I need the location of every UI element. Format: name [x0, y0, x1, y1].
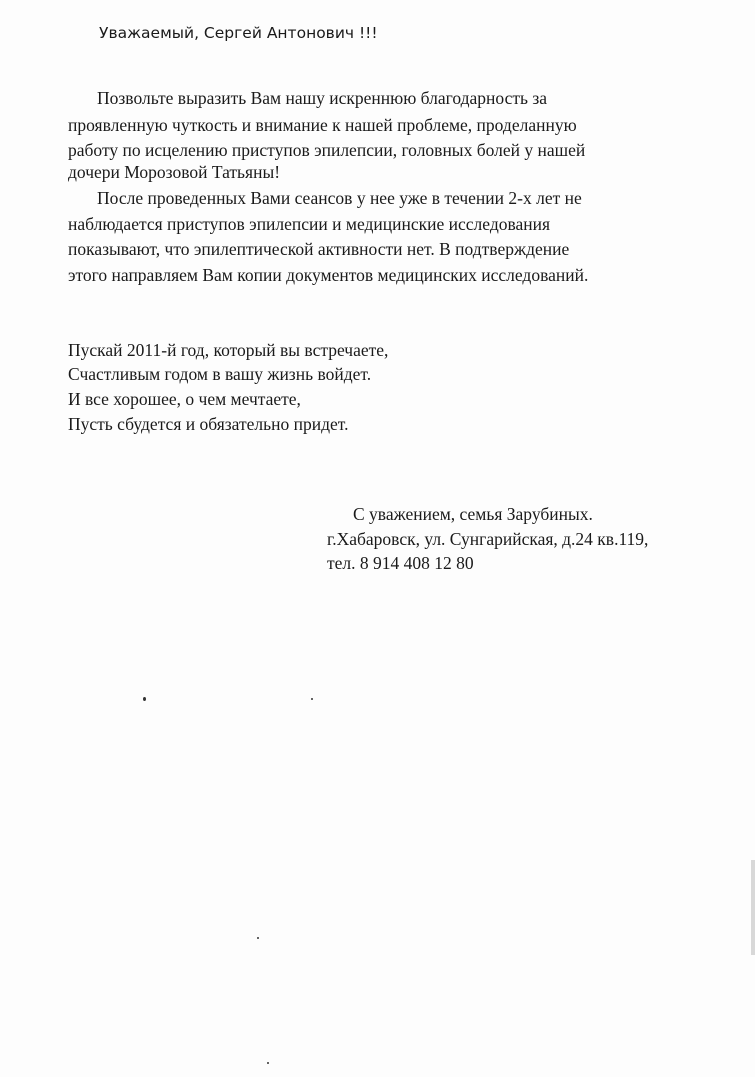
paper-speck	[257, 937, 259, 939]
poem-line: И все хорошее, о чем мечтаете,	[68, 389, 301, 409]
poem-line: Пусть сбудется и обязательно придет.	[68, 414, 349, 434]
paragraph-2-line: наблюдается приступов эпилепсии и медицинские исследования	[68, 214, 551, 234]
paragraph-1-line: проявленную чуткость и внимание к нашей проблеме, проделанную	[68, 115, 577, 135]
poem-line: Счастливым годом в вашу жизнь войдет.	[68, 364, 372, 384]
paragraph-1-line: работу по исцелению приступов эпилепсии, головных болей у нашей	[68, 140, 586, 160]
greeting: Уважаемый, Сергей Антонович !!!	[99, 24, 378, 42]
paper-speck	[267, 1062, 269, 1064]
paragraph-1-line: Позвольте выразить Вам нашу искреннюю благодарность за	[97, 88, 548, 108]
paper-speck	[143, 697, 146, 701]
paragraph-2-line: этого направляем Вам копии документов медицинских исследований.	[68, 265, 589, 285]
signature-phone: тел. 8 914 408 12 80	[327, 553, 474, 573]
signature-address: г.Хабаровск, ул. Сунгарийская, д.24 кв.119,	[327, 529, 649, 549]
paper-speck	[311, 698, 313, 700]
poem-line: Пускай 2011-й год, который вы встречаете,	[68, 340, 389, 360]
signature-closing: С уважением, семья Зарубиных.	[353, 504, 593, 524]
scan-edge-shadow	[751, 860, 755, 955]
paragraph-2-line: показывают, что эпилептической активности нет. В подтверждение	[68, 239, 570, 259]
paragraph-2-line: После проведенных Вами сеансов у нее уже в течении 2-х лет не	[97, 188, 582, 208]
paragraph-1-line: дочери Морозовой Татьяны!	[68, 162, 281, 182]
